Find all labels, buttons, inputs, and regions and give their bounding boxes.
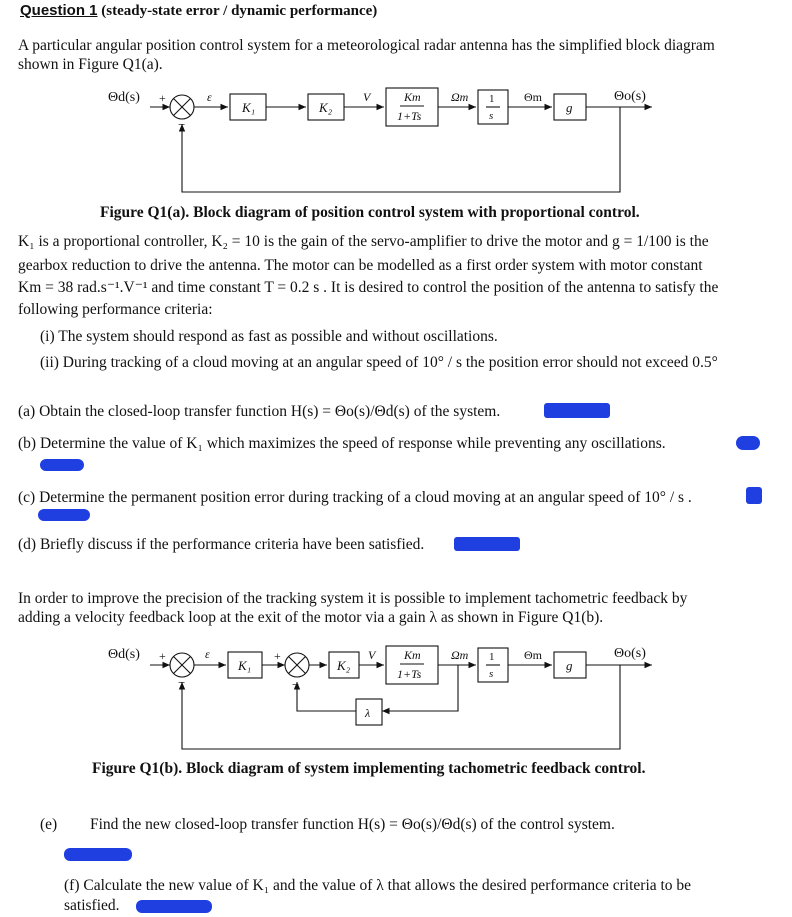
gear-label-a: g bbox=[566, 100, 573, 115]
minus-sign-a: − bbox=[178, 117, 186, 132]
redaction-d bbox=[454, 537, 520, 551]
part-d: (d) Briefly discuss if the performance criteria have been satisfied. bbox=[18, 536, 425, 553]
minus-sign-b2: − bbox=[292, 677, 300, 692]
redaction-b-2 bbox=[40, 459, 84, 471]
plus-sign-b1: + bbox=[159, 649, 166, 663]
v-label-b: V bbox=[368, 648, 376, 662]
block-diagram-a bbox=[0, 80, 792, 200]
output-label-b: Θo(s) bbox=[614, 646, 646, 661]
redaction-c-2 bbox=[38, 509, 90, 521]
error-label-b: ε bbox=[205, 647, 210, 661]
km-label-b: Km bbox=[404, 648, 421, 662]
omega-label-a: Ωm bbox=[451, 90, 469, 104]
part-f-line-2: satisfied. bbox=[64, 897, 120, 914]
output-label-a: Θo(s) bbox=[614, 89, 646, 104]
int-num-a: 1 bbox=[489, 93, 495, 105]
plant-den-b: 1+Ts bbox=[397, 667, 422, 681]
part-c: (c) Determine the permanent position error during tracking of a cloud moving at an angular speed of 10° / s . bbox=[18, 489, 692, 506]
criterion-2: (ii) During tracking of a cloud moving at an angular speed of 10° / s the position error should not exceed 0.5° bbox=[40, 354, 718, 371]
part-e-text: Find the new closed-loop transfer function H(s) = Θo(s)/Θd(s) of the control system. bbox=[90, 816, 615, 833]
plus-sign-b2: + bbox=[274, 649, 281, 663]
input-label-b: Θd(s) bbox=[108, 647, 140, 662]
description-line-1: K₁ is a proportional controller, K₂ = 10 is the gain of the servo-amplifier to drive the motor and g = 1/100 is the bbox=[18, 233, 709, 250]
question-subtitle: (steady-state error / dynamic performance) bbox=[97, 3, 378, 19]
redaction-a bbox=[544, 403, 610, 418]
int-den-b: s bbox=[489, 668, 494, 680]
lambda-label-b: λ bbox=[365, 706, 371, 720]
intro-line-2: shown in Figure Q1(a). bbox=[18, 56, 163, 73]
theta-m-label-b: Θm bbox=[524, 648, 542, 662]
plus-sign-a: + bbox=[159, 91, 166, 105]
v-label-a: V bbox=[363, 90, 371, 104]
redaction-c-1 bbox=[746, 487, 762, 504]
question-heading bbox=[20, 2, 377, 20]
description-line-4: following performance criteria: bbox=[18, 301, 213, 318]
redaction-e bbox=[64, 848, 132, 861]
description-line-2: gearbox reduction to drive the antenna. The motor can be modelled as a first order system with motor constant bbox=[18, 257, 703, 274]
improve-line-1: In order to improve the precision of the tracking system it is possible to implement tachometric feedback by bbox=[18, 590, 688, 607]
intro-line-1: A particular angular position control system for a meteorological radar antenna has the simplified block diagram bbox=[18, 37, 715, 54]
k2-label-b: K₂ bbox=[337, 658, 351, 673]
k2-label-a: K₂ bbox=[319, 100, 333, 115]
gear-label-b: g bbox=[566, 658, 573, 673]
minus-sign-b1: − bbox=[178, 675, 186, 690]
int-den-a: s bbox=[489, 110, 494, 122]
omega-label-b: Ωm bbox=[451, 648, 469, 662]
block-diagram-b bbox=[0, 635, 792, 755]
k1-label-a: K₁ bbox=[242, 100, 256, 115]
question-title: Question 1 bbox=[20, 2, 98, 19]
input-label-a: Θd(s) bbox=[108, 90, 140, 105]
theta-m-label-a: Θm bbox=[524, 90, 542, 104]
improve-line-2: adding a velocity feedback loop at the exit of the motor via a gain λ as shown in Figure Q1(b). bbox=[18, 609, 604, 626]
part-e-label: (e) bbox=[40, 816, 58, 833]
caption-figure-a: Figure Q1(a). Block diagram of position control system with proportional control. bbox=[100, 204, 640, 221]
redaction-b-1 bbox=[736, 436, 760, 450]
part-b: (b) Determine the value of K₁ which maximizes the speed of response while preventing any oscillations. bbox=[18, 435, 666, 452]
redaction-f bbox=[136, 900, 212, 913]
part-f-line-1: (f) Calculate the new value of K₁ and the value of λ that allows the desired performance criteria to be bbox=[64, 877, 692, 894]
plant-den-a: 1+Ts bbox=[397, 109, 422, 123]
error-label-a: ε bbox=[207, 90, 212, 104]
km-label-a: Km bbox=[404, 90, 421, 104]
part-a: (a) Obtain the closed-loop transfer function H(s) = Θo(s)/Θd(s) of the system. bbox=[18, 403, 501, 420]
int-num-b: 1 bbox=[489, 651, 495, 663]
caption-figure-b: Figure Q1(b). Block diagram of system implementing tachometric feedback control. bbox=[92, 760, 646, 777]
criterion-1: (i) The system should respond as fast as possible and without oscillations. bbox=[40, 328, 498, 345]
description-line-3: Km = 38 rad.s⁻¹.V⁻¹ and time constant T = 0.2 s . It is desired to control the position of the antenna to satisfy the bbox=[18, 279, 719, 296]
k1-label-b: K₁ bbox=[238, 658, 252, 673]
